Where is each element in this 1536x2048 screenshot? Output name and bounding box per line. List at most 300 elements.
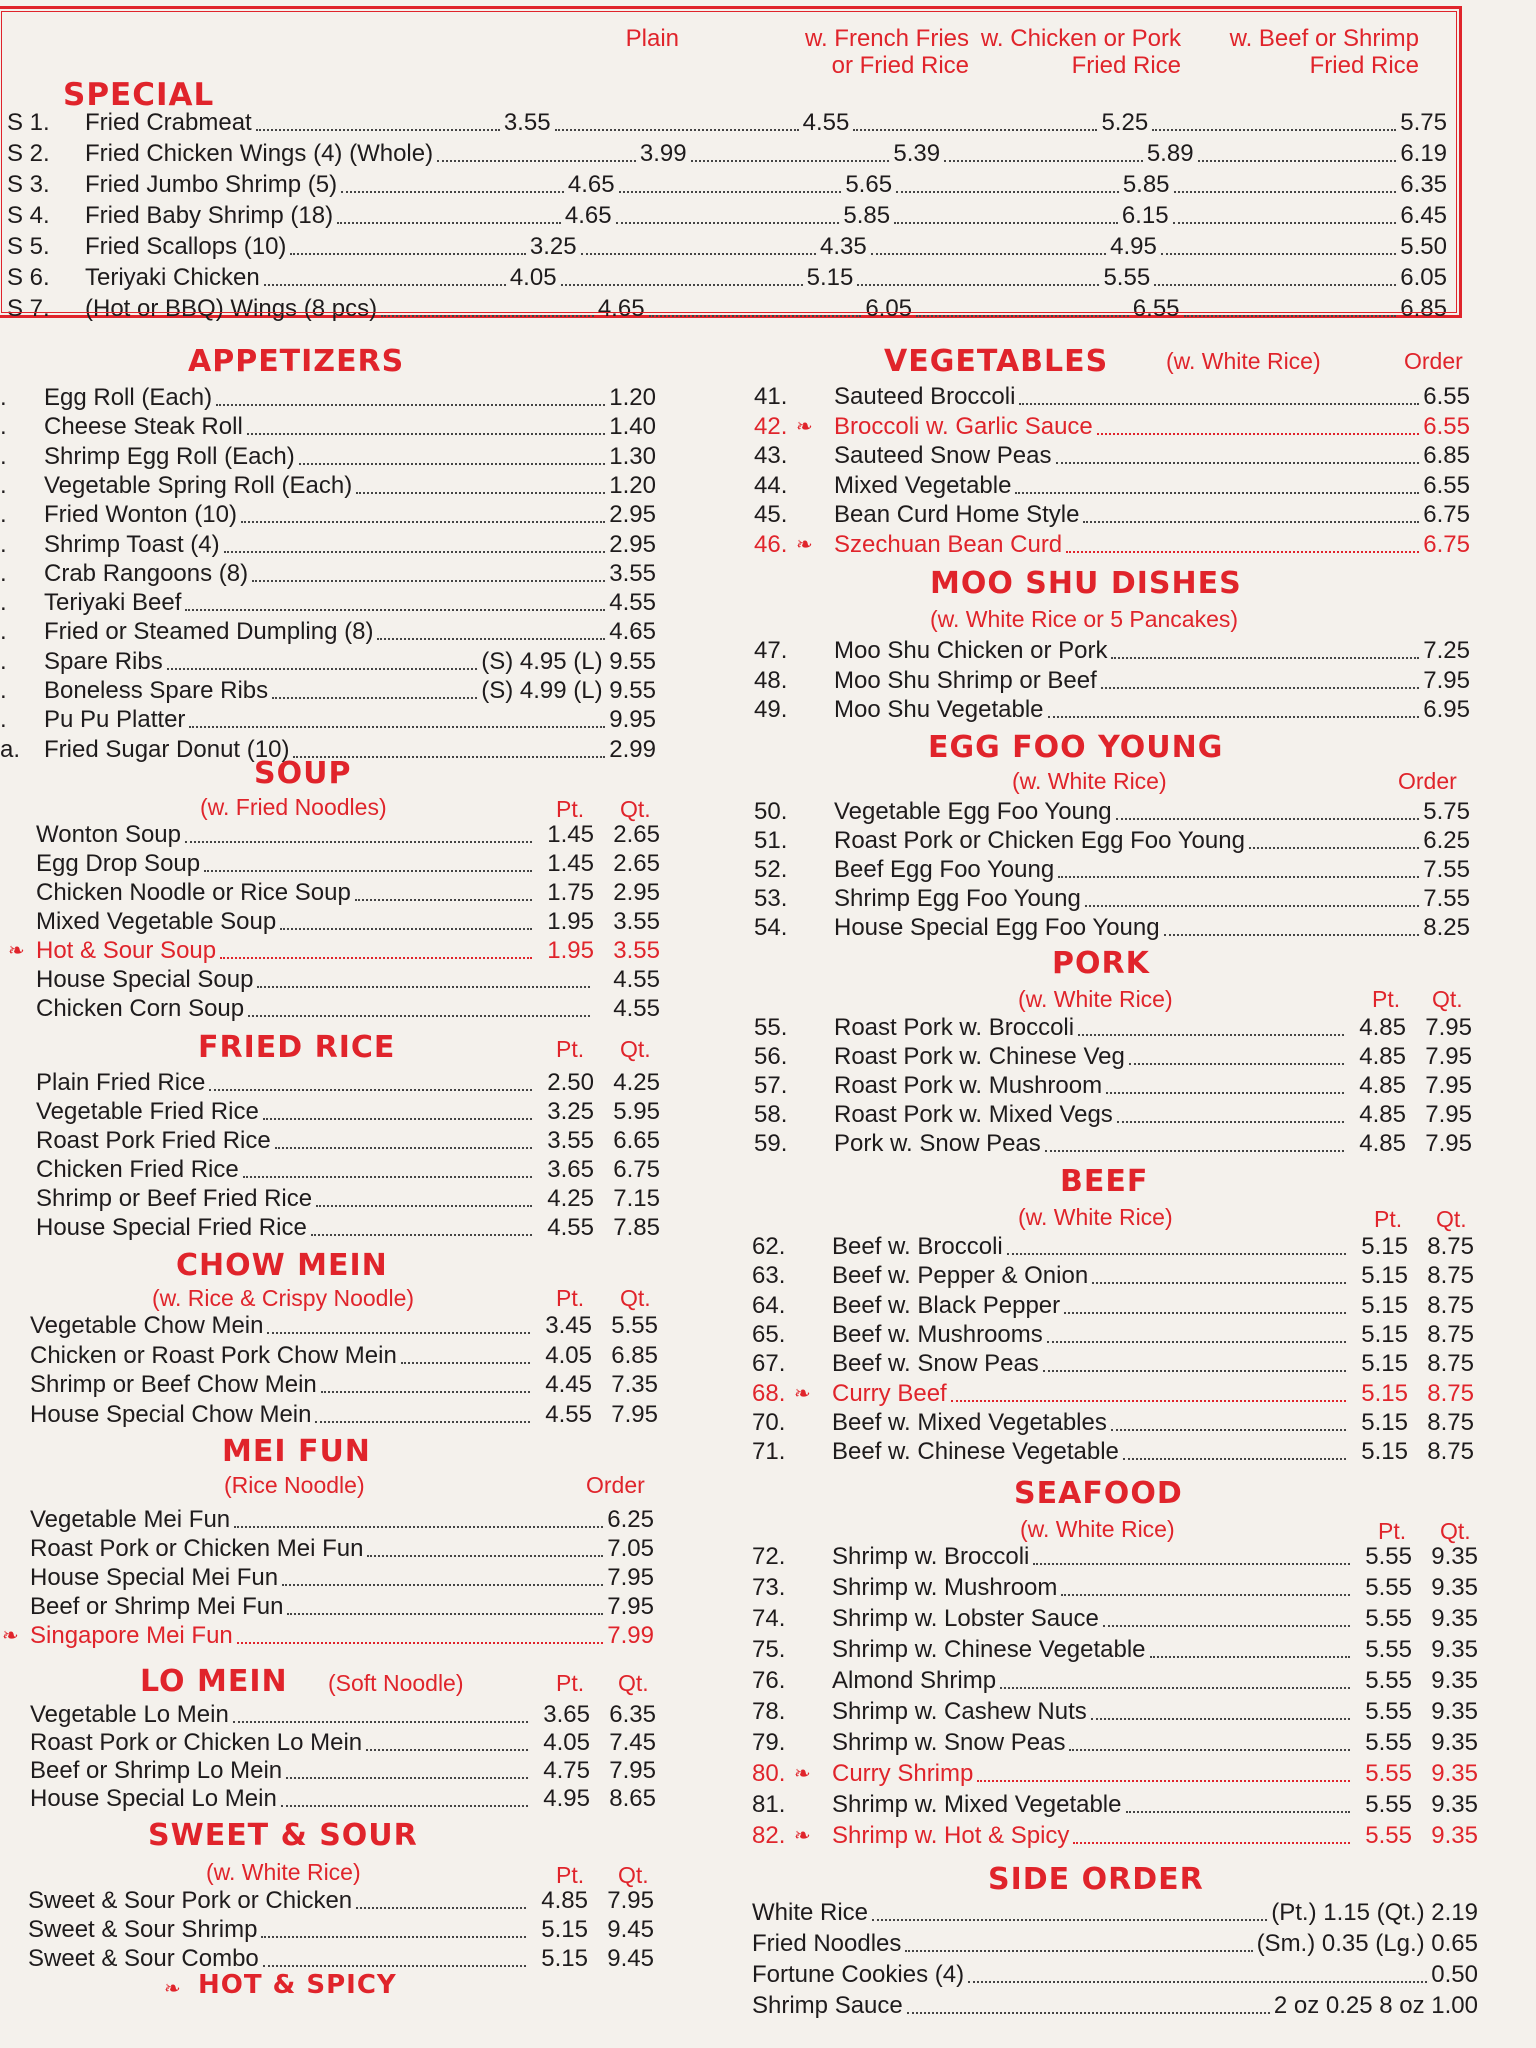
menu-item-price: (Pt.) 1.15 (Qt.) 2.19 (1271, 1899, 1478, 1926)
menu-item-name: Bean Curd Home Style (834, 501, 1080, 528)
menu-item-row (30, 1400, 658, 1429)
menu-item-price: 7.05 (607, 1535, 654, 1562)
special-row (0, 293, 1447, 323)
leader-dots (555, 129, 799, 131)
special-item-name: Fried Crabmeat (85, 109, 252, 136)
lo-mein-col-qt: Qt. (618, 1670, 649, 1696)
menu-item-name: Beef w. Mushrooms (832, 1320, 1043, 1348)
menu-item-row (754, 382, 1470, 411)
menu-item-row (752, 1991, 1478, 2020)
menu-item-price-qt: 5.95 (613, 1098, 660, 1125)
menu-item-row (0, 471, 656, 500)
menu-item-name: Sweet & Sour Pork or Chicken (28, 1887, 353, 1914)
menu-item-name: Sauteed Broccoli (834, 383, 1016, 410)
leader-dots (256, 129, 500, 131)
menu-item-row (754, 1129, 1472, 1158)
menu-item-name: Curry Beef (832, 1379, 947, 1407)
menu-item-number: 50. (754, 798, 788, 825)
leader-dots (366, 1749, 528, 1751)
menu-item-name: House Special Mei Fun (30, 1564, 279, 1591)
menu-item-name: Shrimp Egg Roll (Each) (44, 442, 295, 470)
sweet-sour-subtitle: (w. White Rice) (206, 1859, 361, 1885)
menu-item-name: Mixed Vegetable (834, 471, 1012, 499)
leader-dots (581, 253, 816, 255)
leader-dots (264, 284, 506, 286)
menu-item-row (0, 588, 656, 617)
leader-dots (1045, 1150, 1344, 1152)
menu-item-price: 2 oz 0.25 8 oz 1.00 (1273, 1992, 1478, 2019)
special-item-price: 4.65 (564, 202, 612, 229)
menu-item-price-pt: 5.55 (1365, 1574, 1412, 1601)
menu-item-name: Pu Pu Platter (44, 706, 186, 734)
menu-item-price-pt: 5.15 (541, 1945, 588, 1972)
leader-dots (341, 191, 564, 193)
menu-item-name: Shrimp w. Lobster Sauce (832, 1605, 1099, 1632)
special-item-price: 5.85 (843, 202, 891, 229)
menu-item-name: Shrimp w. Mushroom (832, 1574, 1058, 1601)
menu-item-price-pt: 1.95 (547, 937, 594, 964)
hot-pepper-icon: ❧ (796, 533, 813, 556)
menu-item-price: 6.55 (1423, 471, 1470, 499)
menu-item-name: Moo Shu Vegetable (834, 696, 1044, 723)
menu-item-name: Crab Rangoons (8) (44, 559, 249, 587)
menu-item-number: 82. (752, 1822, 786, 1849)
menu-item-row (36, 907, 660, 936)
special-item-name: Fried Scallops (10) (85, 233, 287, 260)
menu-item-row (752, 1349, 1474, 1378)
menu-item-number: 63. (752, 1262, 786, 1290)
leader-dots (220, 957, 532, 959)
menu-item-price-pt: 5.15 (1361, 1320, 1408, 1348)
menu-item-row (0, 442, 656, 471)
leader-dots (907, 2012, 1270, 2014)
menu-item-row (754, 695, 1470, 724)
menu-item-price-pt: 5.15 (1361, 1262, 1408, 1290)
leader-dots (649, 315, 862, 317)
leader-dots (894, 222, 1118, 224)
menu-item-name: Roast Pork w. Mixed Vegs (834, 1101, 1113, 1128)
hot-pepper-icon: ❧ (2, 1625, 19, 1647)
leader-dots (1111, 1429, 1346, 1431)
special-item-number: S 7. (7, 295, 50, 322)
appetizers-title: APPETIZERS (188, 344, 405, 379)
leader-dots (1073, 1842, 1350, 1844)
menu-item-name: House Special Chow Mein (30, 1400, 312, 1428)
pork-title: PORK (1052, 946, 1150, 981)
menu-item-price-qt: 7.95 (611, 1400, 658, 1428)
hot-pepper-icon: ❧ (794, 1763, 811, 1785)
beef-title: BEEF (1060, 1164, 1149, 1199)
menu-item-row (36, 820, 660, 849)
menu-item-number: . (0, 384, 7, 411)
menu-item-price-qt: 9.35 (1431, 1605, 1478, 1632)
menu-item-number: 71. (752, 1438, 786, 1466)
menu-item-row (0, 559, 656, 588)
sweet-sour-col-pt: Pt. (556, 1862, 585, 1888)
menu-item-row (0, 647, 656, 676)
menu-item-price-pt: 4.05 (543, 1729, 590, 1756)
special-item-price: 4.55 (802, 109, 850, 136)
menu-item-number: 64. (752, 1291, 786, 1319)
fried-rice-col-pt: Pt. (556, 1036, 585, 1062)
leader-dots (209, 1089, 532, 1091)
leader-dots (1092, 1282, 1346, 1284)
leader-dots (437, 160, 636, 162)
leader-dots (1126, 1811, 1351, 1813)
leader-dots (316, 1205, 532, 1207)
menu-item-name: Spare Ribs (44, 647, 163, 675)
menu-item-row (752, 1232, 1474, 1261)
menu-item-price: 8.25 (1423, 914, 1470, 941)
menu-item-name: Moo Shu Chicken or Pork (834, 637, 1108, 664)
special-item-name: Fried Chicken Wings (4) (Whole) (85, 140, 434, 167)
special-col-beef-shrimp: w. Beef or Shrimp Fried Rice (1229, 25, 1419, 79)
leader-dots (356, 492, 605, 494)
menu-item-price-pt: 5.55 (1365, 1543, 1412, 1570)
menu-item-row (28, 1886, 654, 1915)
menu-item-price-pt: 5.15 (1361, 1438, 1408, 1466)
leader-dots (321, 1391, 530, 1393)
menu-item-price-pt: 4.55 (545, 1400, 592, 1428)
menu-item-price-pt: 4.45 (545, 1371, 592, 1398)
special-item-name: Fried Jumbo Shrimp (5) (85, 171, 338, 198)
menu-item-price-pt: 5.55 (1365, 1822, 1412, 1849)
menu-item-row (30, 1534, 654, 1563)
menu-item-row (30, 1341, 658, 1370)
menu-item-price-qt: 9.35 (1431, 1574, 1478, 1601)
fried-rice-col-qt: Qt. (620, 1036, 651, 1062)
menu-item-price: 2.95 (609, 501, 656, 529)
leader-dots (968, 1981, 1427, 1983)
menu-item-row (754, 1013, 1472, 1042)
leader-dots (1101, 687, 1419, 689)
menu-item-row (754, 471, 1470, 500)
leader-dots (299, 463, 606, 465)
menu-item-price-qt: 8.75 (1427, 1438, 1474, 1466)
special-item-price: 3.55 (503, 109, 551, 136)
menu-item-price: 1.20 (609, 384, 656, 411)
menu-item-price: (S) 4.99 (L) 9.55 (481, 677, 656, 704)
menu-item-row (30, 1592, 654, 1621)
menu-item-number: 73. (752, 1574, 786, 1601)
menu-item-price: 7.99 (607, 1622, 654, 1649)
menu-item-price-qt: 9.35 (1431, 1729, 1478, 1756)
menu-item-price-qt: 7.95 (1425, 1014, 1472, 1041)
menu-item-row (754, 441, 1470, 470)
menu-item-row (754, 636, 1470, 665)
menu-item-name: Boneless Spare Ribs (44, 677, 269, 704)
menu-item-price-qt: 7.45 (609, 1729, 656, 1756)
menu-item-row (30, 1756, 656, 1785)
special-item-name: Teriyaki Chicken (85, 264, 260, 291)
menu-item-row (754, 1071, 1472, 1100)
menu-item-price: 6.75 (1423, 501, 1470, 528)
special-col-fries: w. French Fries or Fried Rice (804, 25, 969, 79)
special-item-number: S 6. (7, 264, 50, 291)
menu-item-number: 49. (754, 696, 788, 723)
menu-item-row (36, 1068, 660, 1097)
menu-item-price-pt: 5.55 (1365, 1791, 1412, 1818)
menu-item-row (36, 1213, 660, 1242)
menu-item-price-qt: 8.75 (1427, 1379, 1474, 1407)
menu-item-price-qt: 9.35 (1431, 1760, 1478, 1787)
menu-item-price-pt: 5.15 (1361, 1291, 1408, 1319)
menu-item-number: 43. (754, 442, 788, 469)
menu-item-number: 76. (752, 1667, 786, 1694)
menu-item-price-pt: 1.45 (547, 821, 594, 848)
leader-dots (619, 191, 842, 193)
menu-item-price: 1.40 (609, 413, 656, 441)
menu-item-row (28, 1944, 654, 1973)
leader-dots (1184, 315, 1397, 317)
leader-dots (561, 284, 803, 286)
leader-dots (857, 284, 1099, 286)
menu-item-row (0, 617, 656, 646)
leader-dots (355, 899, 532, 901)
menu-item-row (752, 1408, 1474, 1437)
leader-dots (1173, 222, 1397, 224)
menu-item-name: Chicken or Roast Pork Chow Mein (30, 1341, 397, 1369)
menu-item-price-qt: 7.95 (1425, 1072, 1472, 1099)
menu-item-name: Shrimp Egg Foo Young (834, 885, 1081, 912)
menu-item-price-qt: 4.55 (613, 966, 660, 993)
menu-item-price-pt: 5.15 (1361, 1408, 1408, 1436)
menu-item-price-pt: 5.55 (1365, 1667, 1412, 1694)
special-item-price: 6.19 (1400, 140, 1448, 167)
menu-item-price-qt: 8.75 (1427, 1408, 1474, 1436)
menu-item-name: Roast Pork or Chicken Lo Mein (30, 1729, 363, 1756)
menu-item-row (36, 965, 660, 994)
menu-item-number: 45. (754, 501, 788, 528)
special-item-price: 5.75 (1400, 109, 1447, 136)
leader-dots (1174, 191, 1397, 193)
special-item-price: 6.05 (865, 295, 913, 322)
menu-item-row (28, 1915, 654, 1944)
menu-item-number: . (0, 618, 7, 646)
leader-dots (1198, 160, 1397, 162)
menu-item-price-pt: 3.65 (543, 1701, 590, 1728)
menu-item-price-qt: 9.45 (607, 1916, 654, 1943)
menu-item-price: 6.75 (1423, 530, 1470, 558)
menu-item-name: Vegetable Mei Fun (30, 1506, 231, 1533)
menu-item-name: Singapore Mei Fun (30, 1622, 233, 1649)
menu-item-price-qt: 9.35 (1431, 1636, 1478, 1663)
special-row (0, 200, 1447, 230)
menu-item-name: Shrimp or Beef Fried Rice (36, 1185, 313, 1212)
menu-item-price: 5.75 (1423, 798, 1470, 825)
special-item-price: 3.25 (529, 233, 577, 260)
leader-dots (204, 870, 532, 872)
moo-shu-subtitle: (w. White Rice or 5 Pancakes) (930, 606, 1239, 632)
menu-item-price-pt: 3.45 (545, 1312, 592, 1339)
menu-item-number: 57. (754, 1072, 788, 1099)
menu-item-price: 7.55 (1423, 856, 1470, 883)
menu-item-price-pt: 5.55 (1365, 1605, 1412, 1632)
menu-item-number: 81. (752, 1791, 786, 1818)
leader-dots (167, 668, 478, 670)
leader-dots (1066, 551, 1419, 553)
special-item-number: S 5. (7, 233, 50, 260)
menu-item-price: 0.50 (1431, 1961, 1478, 1988)
menu-item-row (754, 1100, 1472, 1129)
menu-item-row (752, 1790, 1478, 1819)
menu-item-price-pt: 5.15 (541, 1916, 588, 1943)
leader-dots (905, 1950, 1252, 1952)
menu-item-name: Shrimp or Beef Chow Mein (30, 1371, 317, 1398)
menu-item-row (30, 1784, 656, 1813)
pork-col-qt: Qt. (1432, 986, 1463, 1012)
leader-dots (287, 1613, 603, 1615)
menu-item-row (752, 1666, 1478, 1695)
menu-item-number: . (0, 706, 7, 734)
special-item-price: 4.95 (1110, 233, 1157, 260)
leader-dots (1085, 905, 1419, 907)
menu-item-price-qt: 7.35 (611, 1371, 658, 1398)
leader-dots (224, 551, 606, 553)
special-item-price: 3.99 (639, 140, 687, 167)
leader-dots (1061, 1594, 1350, 1596)
leader-dots (1152, 129, 1396, 131)
menu-item-name: Pork w. Snow Peas (834, 1130, 1041, 1157)
fried-rice-title: FRIED RICE (198, 1030, 396, 1065)
special-item-price: 5.39 (893, 140, 941, 167)
leader-dots (1091, 1718, 1350, 1720)
menu-item-price: 6.85 (1423, 442, 1470, 469)
menu-item-row (36, 1126, 660, 1155)
leader-dots (872, 1919, 1267, 1921)
menu-item-name: Chicken Noodle or Rice Soup (36, 879, 351, 906)
leader-dots (241, 521, 605, 523)
menu-item-number: . (0, 677, 7, 704)
menu-item-number: 62. (752, 1233, 786, 1260)
menu-item-price-qt: 7.95 (1425, 1043, 1472, 1070)
menu-item-price-qt: 8.65 (609, 1785, 656, 1812)
menu-item-name: White Rice (752, 1899, 869, 1926)
leader-dots (977, 1780, 1350, 1782)
leader-dots (261, 1936, 526, 1938)
menu-item-row (752, 1635, 1478, 1664)
menu-item-number: . (0, 501, 7, 529)
menu-item-name: Shrimp Toast (4) (44, 530, 220, 558)
menu-item-number: 75. (752, 1636, 786, 1663)
pork-col-pt: Pt. (1372, 986, 1401, 1012)
menu-item-number: 78. (752, 1698, 786, 1725)
menu-item-name: Beef w. Black Pepper (832, 1291, 1061, 1319)
special-row (0, 138, 1447, 168)
leader-dots (311, 1234, 532, 1236)
menu-item-price-pt: 5.55 (1365, 1636, 1412, 1663)
menu-item-price-qt: 8.75 (1427, 1291, 1474, 1319)
leader-dots (1043, 1370, 1346, 1372)
soup-col-pt: Pt. (556, 796, 585, 822)
menu-item-name: Moo Shu Shrimp or Beef (834, 666, 1097, 694)
leader-dots (1069, 1749, 1350, 1751)
menu-item-price-qt: 8.75 (1427, 1262, 1474, 1290)
menu-item-price-qt: 9.45 (607, 1945, 654, 1972)
menu-item-row (36, 994, 660, 1023)
menu-item-price-qt: 6.65 (613, 1127, 660, 1154)
menu-item-row (30, 1311, 658, 1340)
leader-dots (237, 1642, 604, 1644)
mei-fun-title: MEI FUN (222, 1434, 371, 1469)
special-item-number: S 2. (7, 140, 50, 167)
leader-dots (263, 1965, 526, 1967)
leader-dots (1007, 1253, 1346, 1255)
menu-item-name: Vegetable Fried Rice (36, 1098, 259, 1125)
special-item-name: Fried Baby Shrimp (18) (85, 202, 334, 229)
menu-item-name: House Special Lo Mein (30, 1785, 277, 1812)
menu-item-price: (Sm.) 0.35 (Lg.) 0.65 (1256, 1930, 1478, 1957)
menu-item-row (752, 1261, 1474, 1290)
menu-item-number: . (0, 589, 7, 617)
menu-item-name: Shrimp Sauce (752, 1992, 903, 2019)
vegetables-col-order: Order (1404, 348, 1463, 374)
menu-item-price-pt: 4.95 (543, 1785, 590, 1812)
lo-mein-title: LO MEIN (140, 1664, 288, 1699)
leader-dots (951, 1400, 1346, 1402)
menu-item-price-pt: 2.50 (547, 1069, 594, 1096)
special-row (0, 262, 1447, 292)
menu-item-number: 58. (754, 1101, 788, 1128)
menu-item-name: House Special Fried Rice (36, 1214, 307, 1241)
menu-item-price: 6.55 (1423, 383, 1470, 410)
leader-dots (185, 841, 532, 843)
special-col-chicken-pork: w. Chicken or Pork Fried Rice (980, 25, 1181, 79)
menu-item-price-qt: 2.65 (613, 850, 660, 877)
chow-mein-title: CHOW MEIN (176, 1248, 388, 1283)
menu-item-number: 41. (754, 383, 788, 410)
menu-item-price-pt: 5.15 (1361, 1233, 1408, 1260)
leader-dots (401, 1362, 530, 1364)
menu-item-row (8, 936, 660, 965)
menu-item-price-pt: 4.85 (1359, 1101, 1406, 1128)
special-row (0, 231, 1447, 261)
menu-item-name: Shrimp w. Hot & Spicy (832, 1822, 1070, 1849)
leader-dots (252, 580, 605, 582)
menu-item-price-qt: 4.25 (613, 1069, 660, 1096)
menu-item-price-qt: 4.55 (613, 995, 660, 1022)
leader-dots (1161, 253, 1396, 255)
special-row (0, 107, 1447, 137)
lo-mein-subtitle: (Soft Noodle) (328, 1670, 464, 1696)
menu-item-price-pt: 4.25 (547, 1185, 594, 1212)
special-item-price: 6.85 (1400, 295, 1447, 322)
menu-item-price: 7.95 (607, 1564, 654, 1591)
special-item-price: 6.35 (1400, 171, 1448, 198)
menu-item-name: Chicken Corn Soup (36, 995, 245, 1022)
leader-dots (896, 191, 1119, 193)
menu-item-row (0, 383, 656, 412)
chow-mein-subtitle: (w. Rice & Crispy Noodle) (152, 1285, 415, 1311)
leader-dots (1015, 492, 1419, 494)
seafood-title: SEAFOOD (1014, 1476, 1183, 1511)
leader-dots (377, 638, 605, 640)
menu-item-price-pt: 4.85 (1359, 1014, 1406, 1041)
menu-item-price: (S) 4.95 (L) 9.55 (481, 647, 656, 675)
menu-item-row (752, 1573, 1478, 1602)
menu-item-row (36, 1097, 660, 1126)
leader-dots (381, 315, 594, 317)
menu-item-price: 6.25 (607, 1506, 654, 1533)
menu-item-number: 67. (752, 1350, 786, 1378)
menu-item-number: 55. (754, 1014, 788, 1041)
leader-dots (1111, 657, 1419, 659)
leader-dots (1058, 876, 1419, 878)
menu-item-price-qt: 7.95 (1425, 1130, 1472, 1157)
special-title: SPECIAL (63, 77, 215, 113)
menu-item-row (752, 1604, 1478, 1633)
menu-item-name: Beef Egg Foo Young (834, 856, 1055, 883)
